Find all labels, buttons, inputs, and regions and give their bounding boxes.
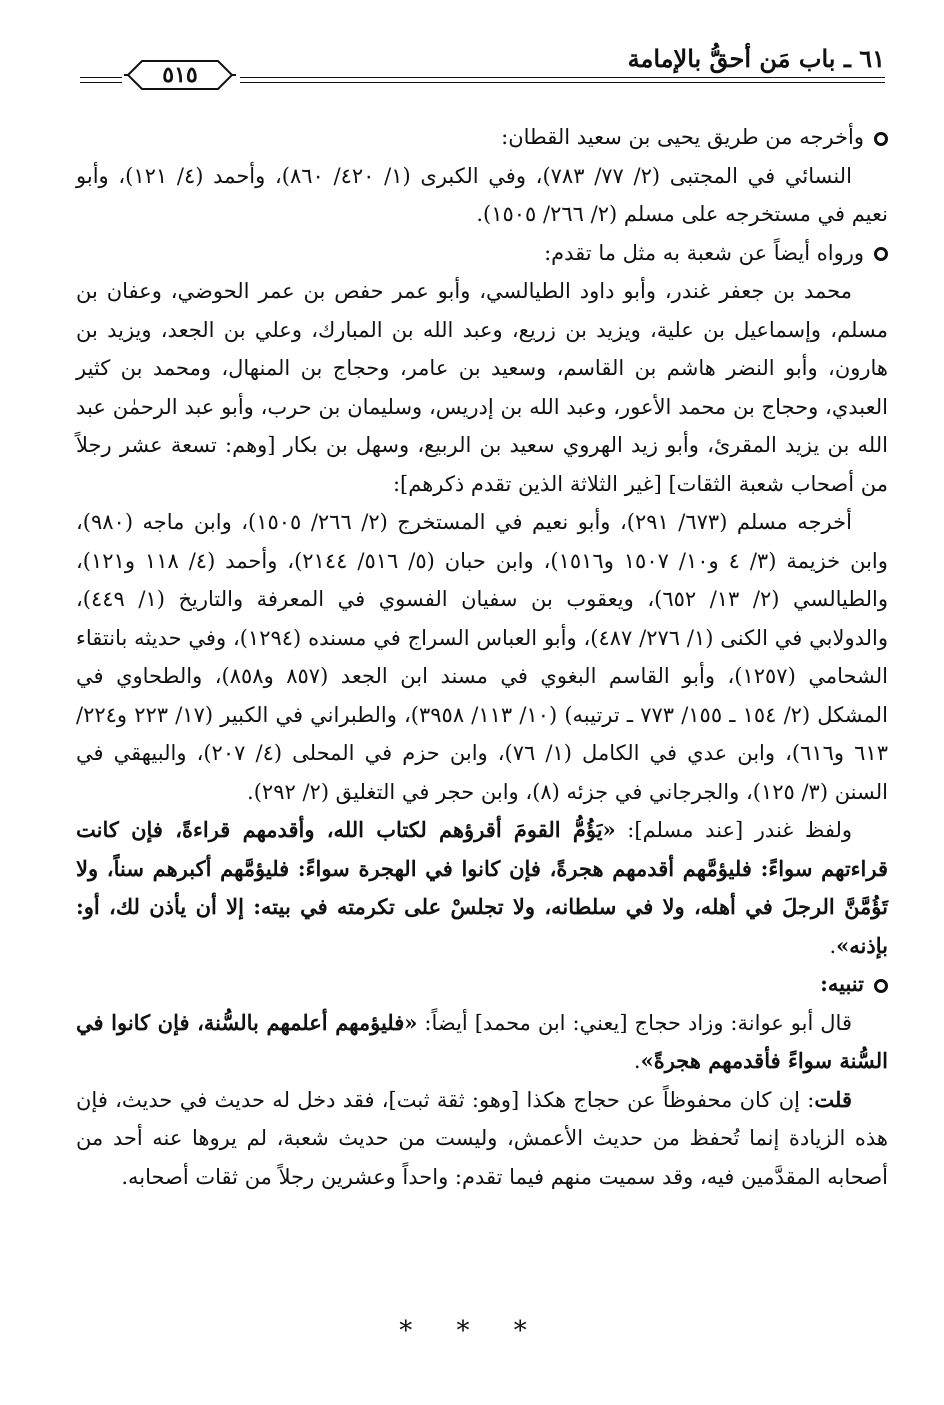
page-body	[76, 118, 888, 1196]
paragraph-4: ولفظ غندر [عند مسلم]: «يَؤُمُّ القومَ أقرؤهم لكتاب الله، وأقدمهم قراءةً، فإن كانت قراءتهم سواءً: فليؤمَّهم أقدمهم هجرةً، فإن كانوا في الهجرة سواءً: فليؤمَّهم أكبرهم سناً، ولا تَؤُمَّنَّ الرجلَ في أهله، ولا في سلطانه، ولا تجلسْ على تكرمته في بيته: إلا أن يأذن لك، أو: بإذنه».	[76, 817, 889, 958]
paragraph-2-body: محمد بن جعفر غندر، وأبو داود الطيالسي، وأبو عمر حفص بن عمر الحوضي، وعفان بن مسلم، وإسماعيل بن علية، ويزيد بن زريع، وعبد الله بن المبارك، وعلي بن الجعد، ويزيد بن هارون، وأبو النضر هاشم بن القاسم، وسعيد بن عامر، وحجاج بن المنهال، ومحمد بن كثير العبدي، وحجاج بن محمد الأعور، وعبد الله بن إدريس، وسليمان بن حرب، وأبو عبد الرحمٰن عبد الله بن يزيد المقرئ، وأبو زيد الهروي سعيد بن الربيع، وسهل بن بكار [وهم: تسعة عشر رجلاً من أصحاب شعبة الثقات] [غير الثلاثة الذين تقدم ذكرهم]:	[76, 279, 888, 496]
paragraph-6: قال أبو عوانة: وزاد حجاج [يعني: ابن محمد] أيضاً: «فليؤمهم أعلمهم بالسُّنة، فإن كانوا في السُّنة سواءً فأقدمهم هجرةً».	[76, 1009, 888, 1073]
page-header	[80, 44, 885, 92]
paragraph-7: قلت: إن كان محفوظاً عن حجاج هكذا [وهو: ثقة ثبت]، فقد دخل له حديث في حديث، فإن هذه الزيادة إنما تُحفظ من حديث الأعمش، وليست من حديث شعبة، لم يروها عنه أحد من أصحابه المقدَّمين فيه، وقد سميت منهم فيما تقدم: واحداً وعشرين رجلاً من ثقات أصحابه.	[76, 1086, 888, 1189]
header-rule-right	[240, 77, 885, 78]
note-heading: تنبيه:	[76, 965, 888, 1004]
circle-bullet-icon	[874, 247, 888, 261]
author-comment-label: قلت	[814, 1086, 852, 1112]
header-rule-left	[80, 77, 122, 78]
page-number: ٥١٥	[162, 62, 198, 88]
paragraph-1-intro: وأخرجه من طريق يحيى بن سعيد القطان:	[76, 118, 888, 157]
page-number-badge	[124, 58, 236, 92]
paragraph-3: أخرجه مسلم (٦٧٣/ ٢٩١)، وأبو نعيم في المستخرج (٢/ ٢٦٦/ ١٥٠٥)، وابن ماجه (٩٨٠)، وابن خزيمة (٣/ ٤ و١٠/ ١٥٠٧ و١٥١٦)، وابن حبان (٥/ ٥١٦/ ٢١٤٤)، وأحمد (٤/ ١١٨ و١٢١)، والطيالسي (٢/ ١٣/ ٦٥٢)، ويعقوب بن سفيان الفسوي في المعرفة والتاريخ (١/ ٤٤٩)، والدولابي في الكنى (١/ ٢٧٦/ ٤٨٧)، وأبو العباس السراج في مسنده (١٢٩٤)، وفي حديثه بانتقاء الشحامي (١٢٥٧)، وأبو القاسم البغوي في مسند ابن الجعد (٨٥٧ و٨٥٨)، والطحاوي في المشكل (٢/ ١٥٤ ـ ١٥٥/ ٧٧٣ ـ ترتيبه) (١٠/ ١١٣/ ٣٩٥٨)، والطبراني في الكبير (١٧/ ٢٢٣ و٢٢٤/ ٦١٣ و٦١٦)، وابن عدي في الكامل (١/ ٧٦)، وابن حزم في المحلى (٤/ ٢٠٧)، والبيهقي في السنن (٣/ ١٢٥)، والجرجاني في جزئه (٨)، وابن حجر في التغليق (٢/ ٢٩٢).	[76, 510, 888, 804]
paragraph-2-intro: ورواه أيضاً عن شعبة به مثل ما تقدم:	[76, 234, 888, 273]
circle-bullet-icon	[874, 132, 888, 146]
header-rule-left-2	[80, 82, 122, 83]
paragraph-1-body: النسائي في المجتبى (٢/ ٧٧/ ٧٨٣)، وفي الكبرى (١/ ٤٢٠/ ٨٦٠)، وأحمد (٤/ ١٢١)، وأبو نعيم في مستخرجه على مسلم (٢/ ٢٦٦/ ١٥٠٥).	[76, 163, 888, 226]
circle-bullet-icon	[874, 979, 888, 993]
hadith-addition-text: «فليؤمهم أعلمهم بالسُّنة، فإن كانوا في السُّنة سواءً فأقدمهم هجرةً»	[76, 1009, 888, 1073]
section-separator: * * *	[399, 1316, 545, 1346]
header-rule-right-2	[240, 82, 885, 83]
chapter-title: ٦١ ـ باب مَن أحقُّ بالإمامة	[627, 44, 885, 73]
hadith-text: «يَؤُمُّ القومَ أقرؤهم لكتاب الله، وأقدمهم قراءةً، فإن كانت قراءتهم سواءً: فليؤمَّهم أقدمهم هجرةً، فإن كانوا في الهجرة سواءً: فليؤمَّهم أكبرهم سناً، ولا تَؤُمَّنَّ الرجلَ في أهله، ولا في سلطانه، ولا تجلسْ على تكرمته في بيته: إلا أن يأذن لك، أو: بإذنه»	[76, 817, 889, 958]
